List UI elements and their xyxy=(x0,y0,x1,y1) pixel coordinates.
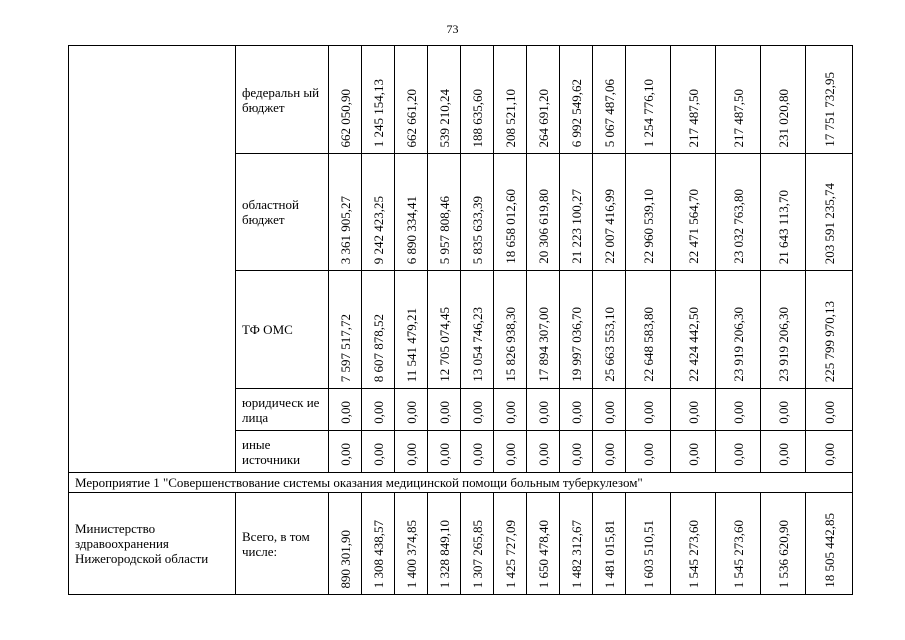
value-text: 23 032 763,80 xyxy=(730,189,746,264)
value-text: 22 960 539,10 xyxy=(640,189,656,264)
value-cell xyxy=(527,431,560,473)
value-text: 9 242 423,25 xyxy=(370,195,386,264)
value-cell xyxy=(761,154,806,271)
value-cell xyxy=(593,431,626,473)
value-text: 1 481 015,81 xyxy=(601,519,617,588)
value-cell xyxy=(461,493,494,595)
value-cell xyxy=(428,431,461,473)
value-text: 6 890 334,41 xyxy=(403,195,419,264)
value-cell xyxy=(395,493,428,595)
value-cell xyxy=(593,154,626,271)
value-text: 0,00 xyxy=(403,443,419,466)
value-text: 1 328 849,10 xyxy=(436,519,452,588)
value-cell xyxy=(560,493,593,595)
value-cell xyxy=(461,154,494,271)
value-text: 890 301,90 xyxy=(337,529,353,588)
value-text: 539 210,24 xyxy=(436,88,452,147)
value-cell xyxy=(671,154,716,271)
value-text: 23 919 206,30 xyxy=(775,307,791,382)
value-text: 1 603 510,51 xyxy=(640,519,656,588)
value-text: 0,00 xyxy=(821,443,837,466)
value-cell xyxy=(494,431,527,473)
value-cell xyxy=(560,271,593,389)
value-text: 0,00 xyxy=(436,401,452,424)
value-cell xyxy=(395,389,428,431)
value-text: 11 541 479,21 xyxy=(403,307,419,382)
value-text: 12 705 074,45 xyxy=(436,307,452,382)
value-cell xyxy=(626,271,671,389)
value-cell xyxy=(494,271,527,389)
value-text: 15 826 938,30 xyxy=(502,307,518,382)
value-cell xyxy=(527,389,560,431)
value-cell xyxy=(428,389,461,431)
value-text: 0,00 xyxy=(730,443,746,466)
ministry-name: Министерство здравоохранения Нижегородской области xyxy=(69,493,236,595)
value-cell xyxy=(494,46,527,154)
value-text: 17 894 307,00 xyxy=(535,307,551,382)
value-cell xyxy=(494,493,527,595)
value-text: 0,00 xyxy=(469,401,485,424)
budget-row xyxy=(69,46,853,154)
value-cell xyxy=(527,154,560,271)
value-cell xyxy=(626,154,671,271)
value-cell xyxy=(428,154,461,271)
value-text: 662 661,20 xyxy=(403,88,419,147)
value-cell xyxy=(716,493,761,595)
value-cell xyxy=(626,493,671,595)
value-text: 0,00 xyxy=(821,401,837,424)
value-cell xyxy=(806,493,853,595)
value-text: 22 648 583,80 xyxy=(640,307,656,382)
value-text: 1 245 154,13 xyxy=(370,78,386,147)
value-text: 264 691,20 xyxy=(535,88,551,147)
value-text: 18 658 012,60 xyxy=(502,189,518,264)
value-text: 0,00 xyxy=(502,401,518,424)
value-cell xyxy=(806,154,853,271)
value-cell xyxy=(671,431,716,473)
value-cell xyxy=(428,271,461,389)
value-text: 208 521,10 xyxy=(502,88,518,147)
value-text: 22 471 564,70 xyxy=(685,189,701,264)
ministry-row xyxy=(69,493,853,595)
value-cell xyxy=(329,493,362,595)
value-text: 0,00 xyxy=(601,401,617,424)
value-cell xyxy=(461,46,494,154)
value-text: 0,00 xyxy=(640,401,656,424)
value-cell xyxy=(716,154,761,271)
value-cell xyxy=(671,493,716,595)
value-cell xyxy=(671,389,716,431)
total-label: Всего, в том числе: xyxy=(236,493,329,595)
value-text: 0,00 xyxy=(337,443,353,466)
value-cell xyxy=(362,493,395,595)
value-cell xyxy=(395,154,428,271)
value-text: 1 545 273,60 xyxy=(685,519,701,588)
value-cell xyxy=(329,46,362,154)
funding-source-label: федеральн ый бюджет xyxy=(236,46,329,154)
value-text: 22 424 442,50 xyxy=(685,307,701,382)
value-text: 1 482 312,67 xyxy=(568,519,584,588)
value-text: 0,00 xyxy=(469,443,485,466)
value-text: 0,00 xyxy=(730,401,746,424)
value-text: 188 635,60 xyxy=(469,88,485,147)
value-text: 0,00 xyxy=(685,443,701,466)
value-text: 13 054 746,23 xyxy=(469,307,485,382)
value-cell xyxy=(494,389,527,431)
value-cell xyxy=(761,271,806,389)
value-text: 1 536 620,90 xyxy=(775,519,791,588)
value-text: 0,00 xyxy=(370,443,386,466)
value-cell xyxy=(395,271,428,389)
value-text: 217 487,50 xyxy=(730,88,746,147)
value-text: 20 306 619,80 xyxy=(535,189,551,264)
value-cell xyxy=(329,431,362,473)
value-cell xyxy=(362,431,395,473)
value-cell xyxy=(329,154,362,271)
value-cell xyxy=(806,431,853,473)
page-number: 73 xyxy=(446,22,459,36)
value-text: 19 997 036,70 xyxy=(568,307,584,382)
value-cell xyxy=(761,389,806,431)
value-cell xyxy=(593,46,626,154)
value-text: 0,00 xyxy=(370,401,386,424)
value-cell xyxy=(527,493,560,595)
value-text: 1 400 374,85 xyxy=(403,519,419,588)
value-text: 5 835 633,39 xyxy=(469,195,485,264)
value-text: 8 607 878,52 xyxy=(370,313,386,382)
value-text: 231 020,80 xyxy=(775,88,791,147)
value-cell xyxy=(395,46,428,154)
value-cell xyxy=(329,271,362,389)
value-text: 1 308 438,57 xyxy=(370,519,386,588)
measure-title: Мероприятие 1 "Совершенствование системы оказания медицинской помощи больным туберкулезом" xyxy=(69,473,853,493)
budget-table xyxy=(68,45,853,595)
value-cell xyxy=(428,493,461,595)
value-cell xyxy=(806,271,853,389)
value-text: 23 919 206,30 xyxy=(730,307,746,382)
value-cell xyxy=(527,46,560,154)
value-text: 0,00 xyxy=(568,443,584,466)
value-text: 0,00 xyxy=(403,401,419,424)
value-cell xyxy=(761,493,806,595)
value-text: 0,00 xyxy=(535,443,551,466)
value-text: 0,00 xyxy=(337,401,353,424)
value-text: 662 050,90 xyxy=(337,88,353,147)
value-text: 22 007 416,99 xyxy=(601,189,617,264)
value-cell xyxy=(428,46,461,154)
value-text: 1 425 727,09 xyxy=(502,519,518,588)
value-cell xyxy=(593,389,626,431)
value-cell xyxy=(806,389,853,431)
value-cell xyxy=(593,271,626,389)
value-cell xyxy=(593,493,626,595)
value-text: 21 223 100,27 xyxy=(568,189,584,264)
value-text: 5 957 808,46 xyxy=(436,195,452,264)
value-text: 18 505 442,85 xyxy=(821,513,837,588)
value-cell xyxy=(626,389,671,431)
value-cell xyxy=(362,271,395,389)
value-text: 1 307 265,85 xyxy=(469,519,485,588)
measure-row xyxy=(69,473,853,493)
value-cell xyxy=(716,46,761,154)
value-cell xyxy=(329,389,362,431)
value-text: 217 487,50 xyxy=(685,88,701,147)
value-text: 0,00 xyxy=(775,443,791,466)
value-cell xyxy=(716,271,761,389)
value-text: 0,00 xyxy=(436,443,452,466)
entity-cell-empty xyxy=(69,46,236,473)
value-cell xyxy=(362,46,395,154)
value-cell xyxy=(560,46,593,154)
value-cell xyxy=(626,431,671,473)
value-cell xyxy=(806,46,853,154)
value-cell xyxy=(761,46,806,154)
value-text: 0,00 xyxy=(568,401,584,424)
value-text: 1 545 273,60 xyxy=(730,519,746,588)
funding-source-label: юридическ ие лица xyxy=(236,389,329,431)
value-text: 5 067 487,06 xyxy=(601,78,617,147)
value-text: 0,00 xyxy=(601,443,617,466)
value-text: 0,00 xyxy=(535,401,551,424)
value-text: 7 597 517,72 xyxy=(337,313,353,382)
value-text: 21 643 113,70 xyxy=(775,189,791,264)
value-cell xyxy=(527,271,560,389)
value-text: 203 591 235,74 xyxy=(821,182,837,264)
value-cell xyxy=(671,271,716,389)
value-text: 1 254 776,10 xyxy=(640,78,656,147)
value-cell xyxy=(761,431,806,473)
value-cell xyxy=(461,431,494,473)
value-cell xyxy=(461,271,494,389)
funding-source-label: областной бюджет xyxy=(236,154,329,271)
value-cell xyxy=(395,431,428,473)
funding-source-label: ТФ ОМС xyxy=(236,271,329,389)
value-text: 25 663 553,10 xyxy=(601,307,617,382)
value-cell xyxy=(560,431,593,473)
value-cell xyxy=(362,154,395,271)
value-text: 1 650 478,40 xyxy=(535,519,551,588)
value-cell xyxy=(461,389,494,431)
value-text: 3 361 905,27 xyxy=(337,195,353,264)
value-cell xyxy=(494,154,527,271)
value-cell xyxy=(716,389,761,431)
value-cell xyxy=(716,431,761,473)
value-cell xyxy=(560,389,593,431)
value-text: 6 992 549,62 xyxy=(568,78,584,147)
value-text: 0,00 xyxy=(502,443,518,466)
value-text: 225 799 970,13 xyxy=(821,300,837,382)
value-cell xyxy=(671,46,716,154)
value-cell xyxy=(362,389,395,431)
value-text: 0,00 xyxy=(640,443,656,466)
value-cell xyxy=(626,46,671,154)
funding-source-label: иные источники xyxy=(236,431,329,473)
value-text: 17 751 732,95 xyxy=(821,72,837,147)
value-cell xyxy=(560,154,593,271)
value-text: 0,00 xyxy=(685,401,701,424)
value-text: 0,00 xyxy=(775,401,791,424)
